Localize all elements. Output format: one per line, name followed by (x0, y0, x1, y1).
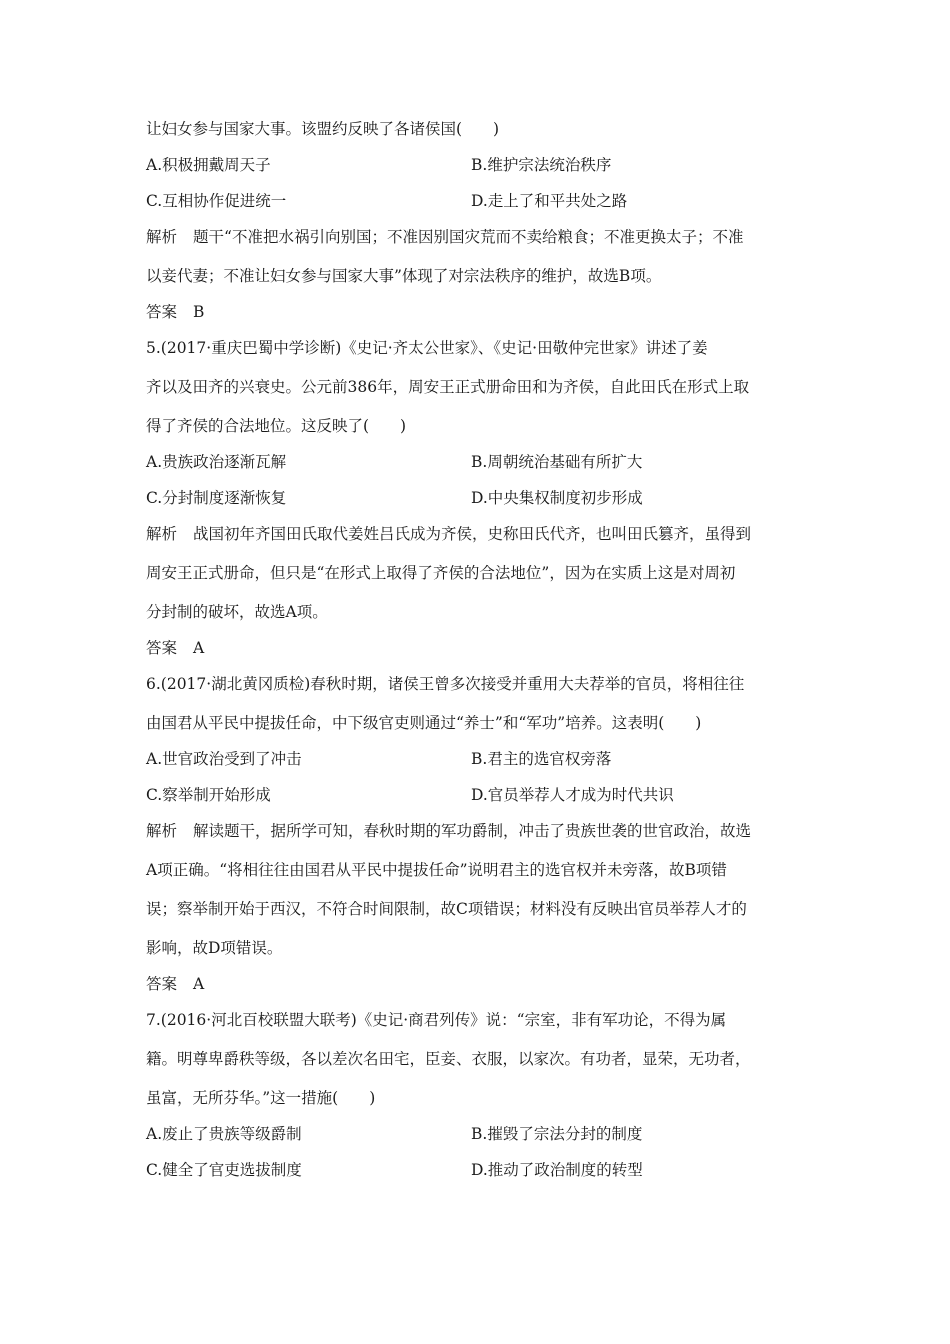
q5-analysis-line-3: 分封制的破坏，故选A项。 (146, 603, 328, 621)
q5-option-a: A.贵族政治逐渐瓦解 (146, 453, 287, 471)
q7-options-row-1 (146, 1123, 806, 1145)
q6-answer: A (193, 975, 205, 993)
q6-analysis-text: 解读题干，据所学可知，春秋时期的军功爵制，冲击了贵族世袭的世官政治，故选 (193, 822, 752, 840)
q7-option-c: C.健全了官吏选拔制度 (146, 1161, 302, 1179)
q5-answer-line (146, 637, 806, 659)
q4-answer-line (146, 301, 806, 323)
q5-stem-line-2: 齐以及田齐的兴衰史。公元前386年，周安王正式册命田和为齐侯，自此田氏在形式上取 (146, 378, 750, 396)
q6-answer-tag: 答案 (146, 975, 178, 993)
q6-option-a: A.世官政治受到了冲击 (146, 750, 302, 768)
q5-analysis-line-2: 周安王正式册命，但只是“在形式上取得了齐侯的合法地位”，因为在实质上这是对周初 (146, 564, 736, 582)
q7-stem-line-3: 虽富，无所芬华。”这一措施( ) (146, 1089, 376, 1107)
q4-option-c: C.互相协作促进统一 (146, 192, 287, 210)
q5-options-row-1 (146, 451, 806, 473)
q5-analysis-text: 战国初年齐国田氏取代姜姓吕氏成为齐侯，史称田氏代齐，也叫田氏篡齐，虽得到 (193, 525, 752, 543)
q5-answer-tag: 答案 (146, 639, 178, 657)
q7-option-b: B.摧毁了宗法分封的制度 (471, 1125, 643, 1143)
q6-option-b: B.君主的选官权旁落 (471, 750, 612, 768)
q5-answer: A (193, 639, 205, 657)
q4-answer: B (193, 303, 205, 321)
q5-stem-line-3: 得了齐侯的合法地位。这反映了( ) (146, 417, 407, 435)
q6-analysis-tag: 解析 (146, 822, 178, 840)
q5-option-c: C.分封制度逐渐恢复 (146, 489, 287, 507)
q6-answer-line (146, 973, 806, 995)
q4-analysis-line-2: 以妾代妻；不准让妇女参与国家大事”体现了对宗法秩序的维护，故选B项。 (146, 267, 662, 285)
q4-option-a: A.积极拥戴周天子 (146, 156, 271, 174)
q4-answer-tag: 答案 (146, 303, 178, 321)
document-page (146, 118, 806, 1181)
q6-analysis-line-2: A项正确。“将相往往由国君从平民中提拔任命”说明君主的选官权并未旁落，故B项错 (146, 861, 727, 879)
q4-option-b: B.维护宗法统治秩序 (471, 156, 612, 174)
q4-analysis-text: 题干“不准把水祸引向别国；不准因别国灾荒而不卖给粮食；不准更换太子；不准 (193, 228, 744, 246)
q6-option-d: D.官员举荐人才成为时代共识 (471, 786, 674, 804)
q7-option-a: A.废止了贵族等级爵制 (146, 1125, 302, 1143)
q6-option-c: C.察举制开始形成 (146, 786, 271, 804)
q4-options-row-1 (146, 154, 806, 176)
q6-analysis-line-1 (146, 820, 806, 842)
q6-stem-line-1: 6.(2017·湖北黄冈质检)春秋时期，诸侯王曾多次接受并重用大夫荐举的官员，将相往往 (146, 675, 745, 693)
q6-stem-line-2: 由国君从平民中提拔任命，中下级官吏则通过“养士”和“军功”培养。这表明( ) (146, 714, 702, 732)
q7-stem-line-2: 籍。明尊卑爵秩等级，各以差次名田宅，臣妾、衣服，以家次。有功者，显荣，无功者， (146, 1050, 751, 1068)
q7-stem-line-1: 7.(2016·河北百校联盟大联考)《史记·商君列传》说：“宗室，非有军功论，不得为属 (146, 1011, 727, 1029)
q6-analysis-line-3: 误；察举制开始于西汉，不符合时间限制，故C项错误；材料没有反映出官员举荐人才的 (146, 900, 747, 918)
q5-stem-line-1: 5.(2017·重庆巴蜀中学诊断)《史记·齐太公世家》、《史记·田敬仲完世家》讲述了姜 (146, 339, 708, 357)
q4-analysis-tag: 解析 (146, 228, 178, 246)
q4-options-row-2 (146, 190, 806, 212)
q5-options-row-2 (146, 487, 806, 509)
q7-option-d: D.推动了政治制度的转型 (471, 1161, 643, 1179)
q6-options-row-2 (146, 784, 806, 806)
q5-analysis-line-1 (146, 523, 806, 545)
q6-analysis-line-4: 影响，故D项错误。 (146, 939, 283, 957)
q5-option-b: B.周朝统治基础有所扩大 (471, 453, 643, 471)
q5-analysis-tag: 解析 (146, 525, 178, 543)
q4-option-d: D.走上了和平共处之路 (471, 192, 628, 210)
q4-analysis-line-1 (146, 226, 806, 248)
q7-options-row-2 (146, 1159, 806, 1181)
q6-options-row-1 (146, 748, 806, 770)
q5-option-d: D.中央集权制度初步形成 (471, 489, 643, 507)
q4-stem-line: 让妇女参与国家大事。该盟约反映了各诸侯国( ) (146, 120, 500, 138)
